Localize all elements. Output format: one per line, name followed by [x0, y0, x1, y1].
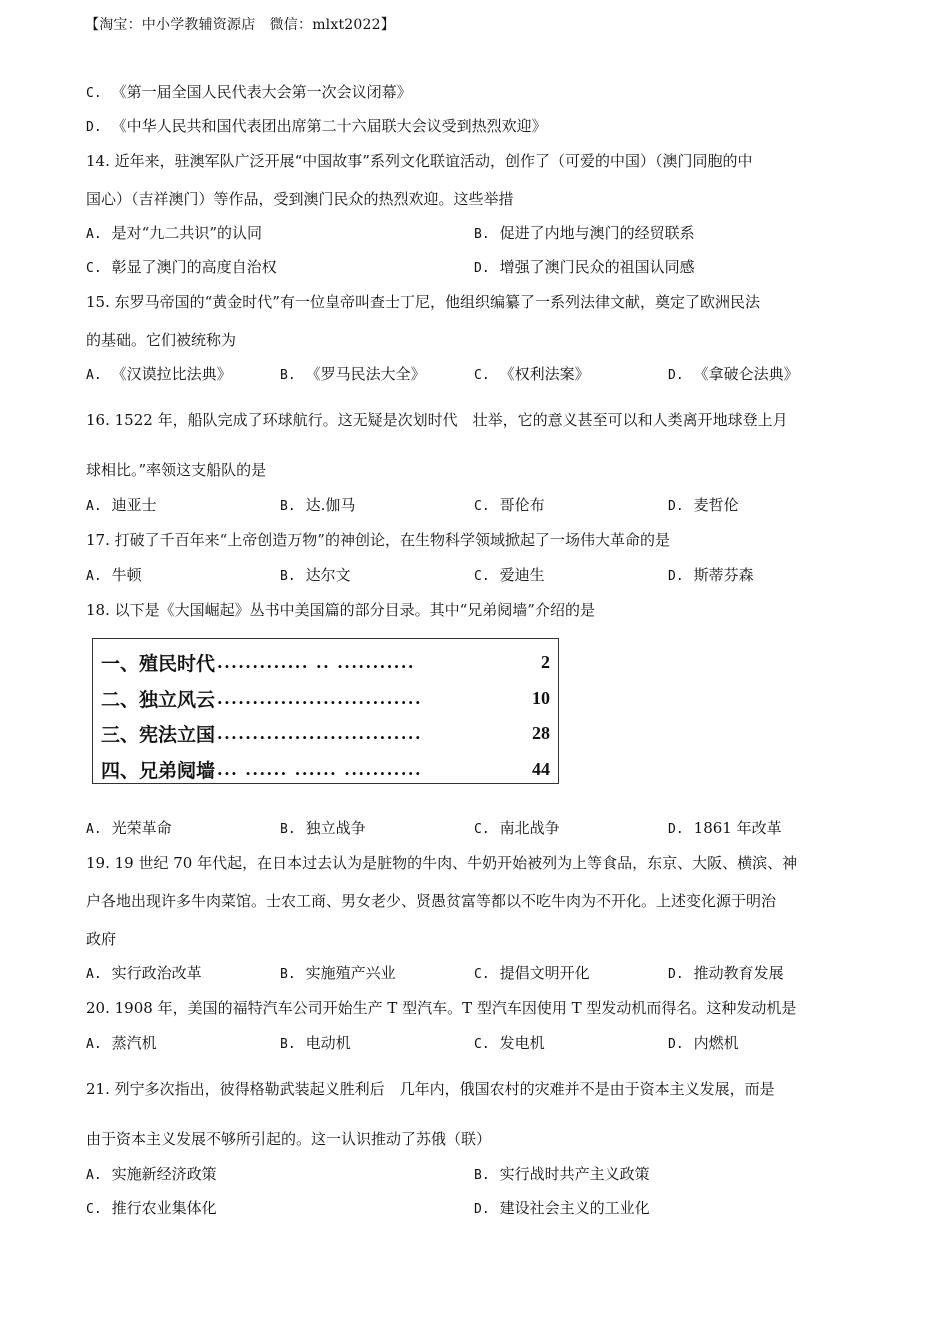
q14-option-c: C. 彰显了澳门的高度自治权	[86, 258, 277, 276]
toc-page-number: 10	[532, 687, 550, 708]
q21-stem-line2: 由于资本主义发展不够所引起的。这一认识推动了苏俄（联）	[86, 1130, 492, 1148]
q18-option-a: A. 光荣革命	[86, 819, 172, 837]
option-letter: C.	[86, 86, 102, 101]
toc-page-number: 28	[532, 723, 550, 744]
toc-page-number: 44	[532, 758, 550, 779]
q21-stem-line1: 21. 列宁多次指出，彼得格勒武装起义胜利后 几年内，俄国农村的灾难并不是由于资本主义发展，而是	[86, 1080, 775, 1098]
q15-option-a: A. 《汉谟拉比法典》	[86, 365, 232, 383]
q18-option-d: D. 1861 年改革	[668, 819, 782, 837]
q14-stem-line1: 14. 近年来，驻澳军队广泛开展“中国故事”系列文化联谊活动，创作了（可爱的中国）（澳门同胞的中	[86, 152, 753, 170]
q16-option-c: C. 哥伦布	[474, 496, 545, 514]
q14-option-b: B. 促进了内地与澳门的经贸联系	[474, 224, 695, 242]
toc-leader-dots: ... ...... ...... ...........	[217, 759, 423, 779]
q14-option-d: D. 增强了澳门民众的祖国认同感	[474, 258, 695, 276]
q21-option-b: B. 实行战时共产主义政策	[474, 1165, 650, 1183]
q13-option-d: D. 《中华人民共和国代表团出席第二十六届联大会议受到热烈欢迎》	[86, 117, 547, 135]
toc-row	[101, 645, 550, 681]
q19-option-c: C. 提倡文明开化	[474, 964, 590, 982]
q16-option-b: B. 达.伽马	[280, 496, 356, 514]
q18-stem-line1: 18. 以下是《大国崛起》丛书中美国篇的部分目录。其中“兄弟阋墙”介绍的是	[86, 601, 595, 619]
q20-option-b: B. 电动机	[280, 1034, 351, 1052]
q15-option-c: C. 《权利法案》	[474, 365, 590, 383]
q19-option-b: B. 实施殖产兴业	[280, 964, 396, 982]
toc-title: 四、兄弟阋墙	[101, 759, 216, 782]
q16-option-a: A. 迪亚士	[86, 496, 157, 514]
q16-stem-line1: 16. 1522 年，船队完成了环球航行。这无疑是次划时代 壮举，它的意义甚至可以和人类离开地球登上月	[86, 411, 788, 429]
q15-option-b: B. 《罗马民法大全》	[280, 365, 426, 383]
q15-option-d: D. 《拿破仑法典》	[668, 365, 799, 383]
q19-stem-line3: 政府	[86, 930, 117, 948]
q21-option-d: D. 建设社会主义的工业化	[474, 1199, 650, 1217]
q19-option-a: A. 实行政治改革	[86, 964, 202, 982]
toc-row	[101, 752, 550, 788]
q17-option-a: A. 牛顿	[86, 566, 142, 584]
q18-option-b: B. 独立战争	[280, 819, 366, 837]
toc-page-number: 2	[541, 652, 550, 673]
toc-leader-dots: .............................	[217, 724, 423, 744]
q18-option-c: C. 南北战争	[474, 819, 560, 837]
q19-stem-line1: 19. 19 世纪 70 年代起，在日本过去认为是脏物的牛肉、牛奶开始被列为上等食品，东京、大阪、横滨、神	[86, 854, 798, 872]
toc-leader-dots: .............................	[217, 688, 423, 708]
q19-option-d: D. 推动教育发展	[668, 964, 784, 982]
q16-option-d: D. 麦哲伦	[668, 496, 739, 514]
q17-stem-line1: 17. 打破了千百年来“上帝创造万物”的神创论，在生物科学领域掀起了一场伟大革命的是	[86, 531, 670, 549]
q17-option-b: B. 达尔文	[280, 566, 351, 584]
q20-stem-line1: 20. 1908 年，美国的福特汽车公司开始生产 T 型汽车。T 型汽车因使用 T 型发动机而得名。这种发动机是	[86, 999, 797, 1017]
q14-stem-line2: 国心）（吉祥澳门）等作品，受到澳门民众的热烈欢迎。这些举措	[86, 190, 514, 208]
q17-option-c: C. 爱迪生	[474, 566, 545, 584]
q17-option-d: D. 斯蒂芬森	[668, 566, 754, 584]
q20-option-d: D. 内燃机	[668, 1034, 739, 1052]
q21-option-c: C. 推行农业集体化	[86, 1199, 217, 1217]
q20-option-c: C. 发电机	[474, 1034, 545, 1052]
toc-row	[101, 716, 550, 752]
q20-option-a: A. 蒸汽机	[86, 1034, 157, 1052]
q13-option-c: C. 《第一届全国人民代表大会第一次会议闭幕》	[86, 83, 412, 101]
toc-row	[101, 681, 550, 717]
q21-option-a: A. 实施新经济政策	[86, 1165, 217, 1183]
q16-stem-line2: 球相比。”率领这支船队的是	[86, 461, 267, 479]
q15-stem-line2: 的基础。它们被统称为	[86, 331, 237, 349]
page-header: 【淘宝：中小学教辅资源店 微信：mlxt2022】	[85, 17, 395, 33]
table-of-contents-box	[92, 638, 559, 784]
toc-leader-dots: ............. .. ...........	[217, 653, 415, 673]
option-letter: D.	[86, 120, 102, 135]
q15-stem-line1: 15. 东罗马帝国的“黄金时代”有一位皇帝叫查士丁尼，他组织编纂了一系列法律文献，奠定了欧洲民法	[86, 293, 760, 311]
q14-option-a: A. 是对“九二共识”的认同	[86, 224, 262, 242]
q19-stem-line2: 户各地出现许多牛肉菜馆。士农工商、男女老少、贤愚贫富等都以不吃牛肉为不开化。上述变化源于明治	[86, 892, 777, 910]
toc-title: 二、独立风云	[101, 688, 216, 711]
toc-title: 一、殖民时代	[101, 653, 216, 676]
toc-title: 三、宪法立国	[101, 724, 216, 747]
